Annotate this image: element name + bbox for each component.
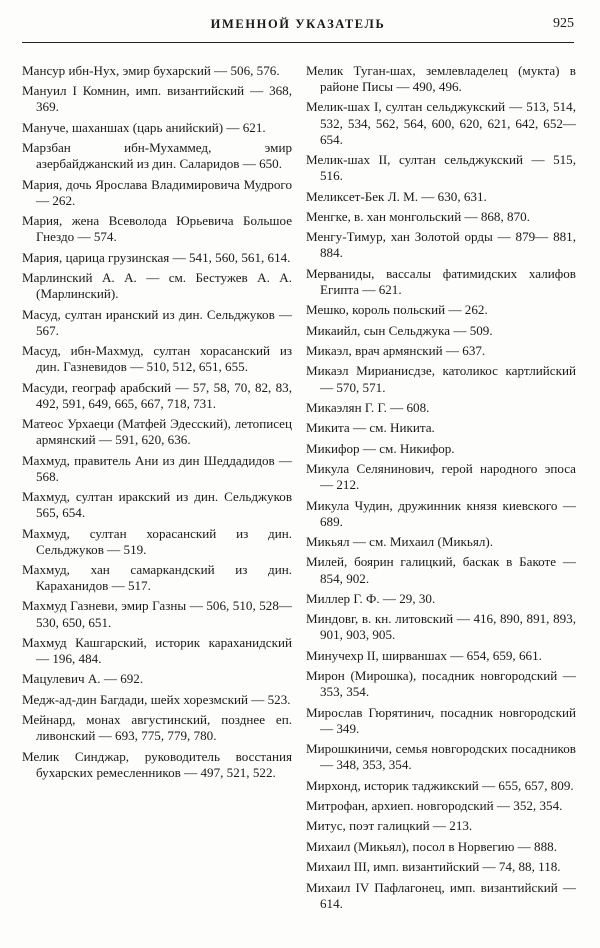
index-entry: Махмуд, хан самаркандский из дин. Караханидов — 517. (22, 561, 292, 594)
index-column-left (22, 63, 292, 785)
index-entry: Матеос Урхаеци (Матфей Эдесский), летописец армянский — 591, 620, 636. (22, 416, 292, 448)
header-title: ИМЕННОЙ УКАЗАТЕЛЬ (210, 17, 386, 31)
index-entry: Микула Селянинович, герой народного эпоса — 212. (306, 461, 576, 493)
index-entry: Микаэлян Г. Г. — 608. (306, 399, 430, 415)
index-entry: Мирошкиничи, семья новгородских посадников — 348, 353, 354. (306, 741, 576, 773)
index-entry: Микаэл Мирианисдзе, католикос картлийский — 570, 571. (306, 363, 576, 395)
index-column-right (306, 63, 576, 916)
page-number: 925 (553, 16, 574, 31)
index-entry: Михаил III, имп. византийский — 74, 88, 118. (306, 859, 561, 875)
index-entry: Мария, дочь Ярослава Владимировича Мудрого — 262. (22, 176, 292, 208)
index-entry: Махмуд Кашгарский, историк караханидский — 196, 484. (22, 634, 292, 667)
index-entry: Минучехр II, ширваншах — 654, 659, 661. (306, 647, 542, 663)
index-entry: Миллер Г. Ф. — 29, 30. (306, 590, 436, 606)
index-entry: Миндовг, в. кн. литовский — 416, 890, 891, 893, 901, 903, 905. (306, 611, 576, 643)
index-entry: Масуд, султан иранский из дин. Сельджуков — 567. (22, 306, 292, 338)
index-entry: Микьял — см. Михаил (Микьял). (306, 534, 494, 550)
index-entry: Мешко, король польский — 262. (306, 302, 488, 318)
index-entry: Мария, царица грузинская — 541, 560, 561, 614. (22, 249, 291, 265)
index-entry: Михаил IV Пафлагонец, имп. византийский — 614. (306, 879, 576, 911)
index-entry: Михаил (Микьял), посол в Норвегию — 888. (306, 838, 557, 854)
index-entry: Мануил I Комнин, имп. византийский — 368, 369. (22, 83, 292, 115)
index-entry: Марзбан ибн-Мухаммед, эмир азербайджанский из дин. Саларидов — 650. (22, 140, 292, 172)
index-entry: Марлинский А. А. — см. Бестужев А. А. (Марлинский). (22, 270, 292, 302)
index-entry: Мелик Туган-шах, землевладелец (мукта) в районе Писы — 490, 496. (306, 63, 576, 95)
index-entry: Микифор — см. Никифор. (306, 440, 455, 456)
index-entry: Мария, жена Всеволода Юрьевича Большое Гнездо — 574. (22, 213, 292, 245)
index-entry: Масуди, географ арабский — 57, 58, 70, 82, 83, 492, 591, 649, 665, 667, 718, 731. (22, 379, 292, 411)
index-entry: Махмуд, правитель Ани из дин Шеддадидов — 568. (22, 452, 292, 484)
index-entry: Медж-ад-дин Багдади, шейх хорезмский — 523. (22, 691, 291, 707)
index-entry: Митус, поэт галицкий — 213. (306, 818, 473, 834)
index-entry: Мейнард, монах августинский, позднее еп. ливонский — 693, 775, 779, 780. (22, 712, 292, 744)
index-entry: Меликсет-Бек Л. М. — 630, 631. (306, 188, 487, 204)
index-entry: Мансур ибн-Нух, эмир бухарский — 506, 576. (22, 63, 280, 78)
index-entry: Мацулевич А. — 692. (22, 671, 144, 687)
index-entry: Мирон (Мирошка), посадник новгородский — 353, 354. (306, 668, 576, 700)
index-entry: Масуд, ибн-Махмуд, султан хорасанский из дин. Газневидов — 510, 512, 651, 655. (22, 343, 292, 375)
index-entry: Махмуд Газневи, эмир Газны — 506, 510, 528—530, 650, 651. (22, 598, 292, 630)
running-header (22, 14, 574, 43)
index-entry: Мирослав Гюрятинич, посадник новгородский — 349. (306, 704, 576, 736)
index-entry: Менгке, в. хан монгольский — 868, 870. (306, 208, 530, 224)
index-entry: Микула Чудин, дружинник князя киевского — 689. (306, 497, 576, 529)
index-entry: Милей, боярин галицкий, баскак в Бакоте — 854, 902. (306, 554, 576, 586)
index-entry: Мерваниды, вассалы фатимидских халифов Египта — 621. (306, 265, 576, 297)
index-entry: Менгу-Тимур, хан Золотой орды — 879— 881, 884. (306, 229, 576, 261)
index-entry: Махмуд, султан хорасанский из дин. Сельджуков — 519. (22, 525, 292, 557)
index-entry: Мелик-шах II, султан сельджукский — 515, 516. (306, 152, 576, 184)
index-entry: Мелик-шах I, султан сельджукский — 513, 514, 532, 534, 562, 564, 600, 620, 621, 642, 652—654. (306, 99, 576, 147)
index-entry: Мелик Синджар, руководитель восстания бухарских ремесленников — 497, 521, 522. (22, 748, 292, 780)
index-entry: Микаэл, врач армянский — 637. (306, 343, 486, 359)
index-entry: Микита — см. Никита. (306, 420, 435, 436)
index-entry: Махмуд, султан иракский из дин. Сельджуков 565, 654. (22, 489, 292, 521)
index-entry: Мануче, шаханшах (царь анийский) — 621. (22, 119, 266, 135)
index-entry: Митрофан, архиеп. новгородский — 352, 354. (306, 798, 563, 814)
index-entry: Микаийл, сын Сельджука — 509. (306, 322, 493, 338)
index-entry: Мирхонд, историк таджикский — 655, 657, 809. (306, 777, 574, 793)
